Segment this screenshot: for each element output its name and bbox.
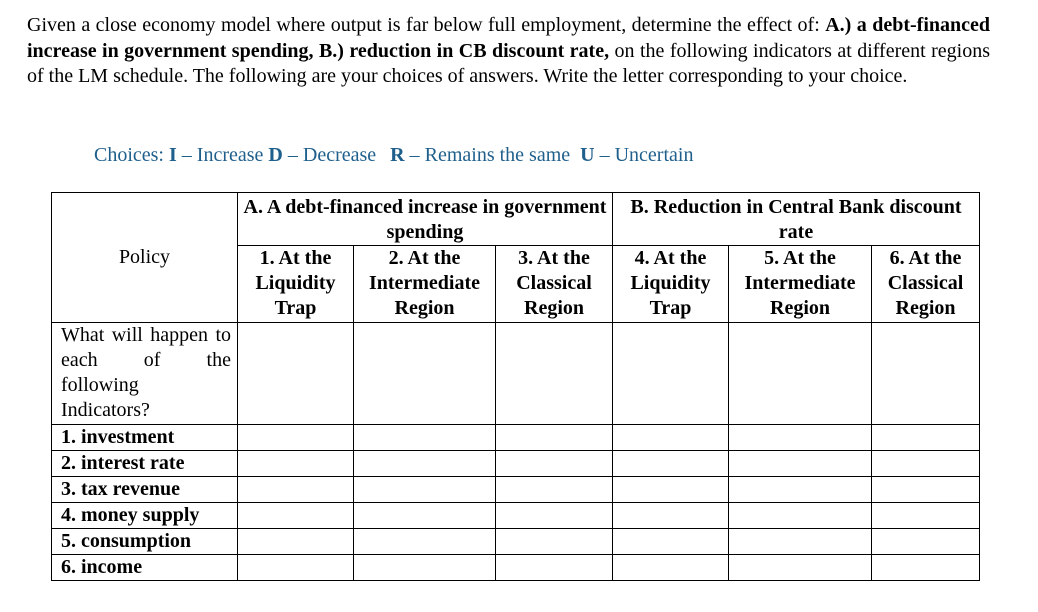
- answer-cell[interactable]: [354, 503, 496, 529]
- answer-cell[interactable]: [613, 503, 729, 529]
- answer-cell[interactable]: [872, 529, 980, 555]
- answer-cell[interactable]: [613, 425, 729, 451]
- answer-cell[interactable]: [238, 529, 354, 555]
- indicator-label: 4. money supply: [52, 503, 238, 529]
- table-row: [52, 503, 980, 529]
- answer-cell[interactable]: [613, 529, 729, 555]
- answer-cell[interactable]: [496, 503, 613, 529]
- choice-i: I: [169, 144, 177, 166]
- col-header-3: 3. At the Classical Region: [496, 246, 613, 323]
- answer-cell[interactable]: [496, 451, 613, 477]
- answer-cell[interactable]: [872, 323, 980, 425]
- answer-cell[interactable]: [872, 555, 980, 581]
- answer-cell[interactable]: [729, 323, 872, 425]
- answer-cell[interactable]: [354, 477, 496, 503]
- answer-cell[interactable]: [729, 477, 872, 503]
- instructions-paragraph: [27, 13, 990, 90]
- table-row: [52, 555, 980, 581]
- answer-cell[interactable]: [496, 323, 613, 425]
- intro-policy-a: A.) a debt-financed increase in government spending,: [27, 14, 991, 62]
- indicator-label: 1. investment: [52, 425, 238, 451]
- intro-policy-b: B.) reduction in CB discount rate,: [318, 39, 610, 62]
- answer-cell[interactable]: [729, 503, 872, 529]
- answer-cell[interactable]: [496, 555, 613, 581]
- answer-cell[interactable]: [613, 323, 729, 425]
- col-header-1: 1. At the Liquidity Trap: [238, 246, 354, 323]
- group-a-header: A. A debt-financed increase in government spending: [238, 193, 613, 246]
- answer-cell[interactable]: [496, 477, 613, 503]
- indicator-label: 5. consumption: [52, 529, 238, 555]
- answer-cell[interactable]: [238, 451, 354, 477]
- answer-cell[interactable]: [729, 451, 872, 477]
- choices-legend: Choices: I – Increase D – Decrease R – Remains the same U – Uncertain: [94, 144, 694, 166]
- policy-header: Policy: [52, 193, 238, 323]
- table-row: [52, 477, 980, 503]
- answer-table: [51, 192, 980, 581]
- table-row: [52, 425, 980, 451]
- answer-cell[interactable]: [238, 555, 354, 581]
- group-b-header: B. Reduction in Central Bank discount rate: [613, 193, 980, 246]
- answer-cell[interactable]: [354, 425, 496, 451]
- answer-cell[interactable]: [729, 529, 872, 555]
- answer-cell[interactable]: [613, 477, 729, 503]
- answer-cell[interactable]: [613, 451, 729, 477]
- indicator-label: 2. interest rate: [52, 451, 238, 477]
- indicator-label: 3. tax revenue: [52, 477, 238, 503]
- col-header-5: 5. At the Intermediate Region: [729, 246, 872, 323]
- answer-cell[interactable]: [238, 477, 354, 503]
- answer-cell[interactable]: [354, 529, 496, 555]
- choice-u: U: [580, 144, 595, 166]
- table-row: [52, 451, 980, 477]
- answer-cell[interactable]: [496, 529, 613, 555]
- answer-cell[interactable]: [354, 555, 496, 581]
- answer-cell[interactable]: [872, 451, 980, 477]
- col-header-6: 6. At the Classical Region: [872, 246, 980, 323]
- answer-cell[interactable]: [872, 477, 980, 503]
- answer-cell[interactable]: [496, 425, 613, 451]
- choice-d: D: [268, 144, 283, 166]
- answer-cell[interactable]: [238, 425, 354, 451]
- answer-cell[interactable]: [238, 503, 354, 529]
- choice-r: R: [390, 144, 405, 166]
- intro-text-end: on the following indicators at different regions of the LM schedule. The following are your choices of answers. Write the letter corresponding to your choice.: [27, 39, 990, 87]
- answer-cell[interactable]: [872, 425, 980, 451]
- answer-cell[interactable]: [238, 323, 354, 425]
- answer-cell[interactable]: [354, 323, 496, 425]
- intro-text: Given a close economy model where output is far below full employment, determine the effect of:: [27, 14, 826, 36]
- col-header-2: 2. At the Intermediate Region: [354, 246, 496, 323]
- answer-cell[interactable]: [613, 555, 729, 581]
- answer-cell[interactable]: [729, 425, 872, 451]
- answer-cell[interactable]: [729, 555, 872, 581]
- indicator-label: 6. income: [52, 555, 238, 581]
- table-row: [52, 529, 980, 555]
- answer-cell[interactable]: [872, 503, 980, 529]
- question-cell: What will happen to each of the following Indicators?: [52, 323, 238, 425]
- answer-cell[interactable]: [354, 451, 496, 477]
- col-header-4: 4. At the Liquidity Trap: [613, 246, 729, 323]
